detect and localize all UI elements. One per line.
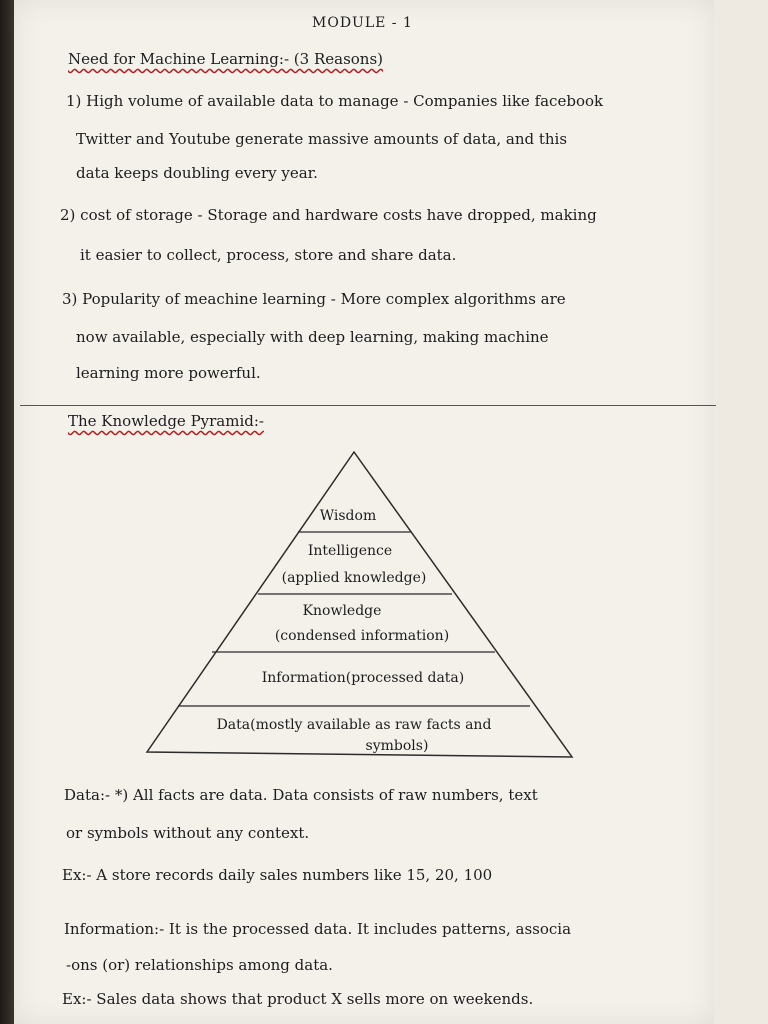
reason-3-line-3: learning more powerful. xyxy=(76,364,261,382)
reason-2-line-2: it easier to collect, process, store and share data. xyxy=(80,246,457,264)
reason-3-line-2: now available, especially with deep learning, making machine xyxy=(76,328,549,346)
reason-1-line-1: 1) High volume of available data to manage - Companies like facebook xyxy=(66,92,604,110)
pyramid-level-5-line-1: Data(mostly available as raw facts and xyxy=(216,717,492,733)
data-definition-line-1: Data:- *) All facts are data. Data consists of raw numbers, text xyxy=(64,786,538,804)
need-heading: Need for Machine Learning:- (3 Reasons) xyxy=(68,50,384,68)
reason-2-line-1: 2) cost of storage - Storage and hardware costs have dropped, making xyxy=(60,206,597,224)
information-definition-line-2: -ons (or) relationships among data. xyxy=(66,956,333,974)
module-title: MODULE - 1 xyxy=(312,15,413,31)
pyramid-level-3-line-1: Knowledge xyxy=(302,603,382,619)
pyramid-level-2-line-1: Intelligence xyxy=(307,543,393,559)
reason-3-line-1: 3) Popularity of meachine learning - More complex algorithms are xyxy=(62,290,566,308)
pyramid-heading: The Knowledge Pyramid:- xyxy=(68,412,264,430)
reason-1-line-3: data keeps doubling every year. xyxy=(76,164,318,182)
data-example: Ex:- A store records daily sales numbers like 15, 20, 100 xyxy=(62,866,493,884)
data-definition-line-2: or symbols without any context. xyxy=(66,824,310,842)
information-example: Ex:- Sales data shows that product X sells more on weekends. xyxy=(62,990,534,1008)
pyramid-level-4-line-1: Information(processed data) xyxy=(261,670,465,686)
pyramid-level-3-line-2: (condensed information) xyxy=(274,628,450,644)
reason-1-line-2: Twitter and Youtube generate massive amounts of data, and this xyxy=(76,130,568,148)
information-definition-line-1: Information:- It is the processed data. It includes patterns, associa xyxy=(64,920,572,938)
pyramid-level-5-line-2: symbols) xyxy=(365,738,429,754)
pyramid-level-1-line-1: Wisdom xyxy=(319,508,377,524)
pyramid-level-2-line-2: (applied knowledge) xyxy=(281,570,427,586)
